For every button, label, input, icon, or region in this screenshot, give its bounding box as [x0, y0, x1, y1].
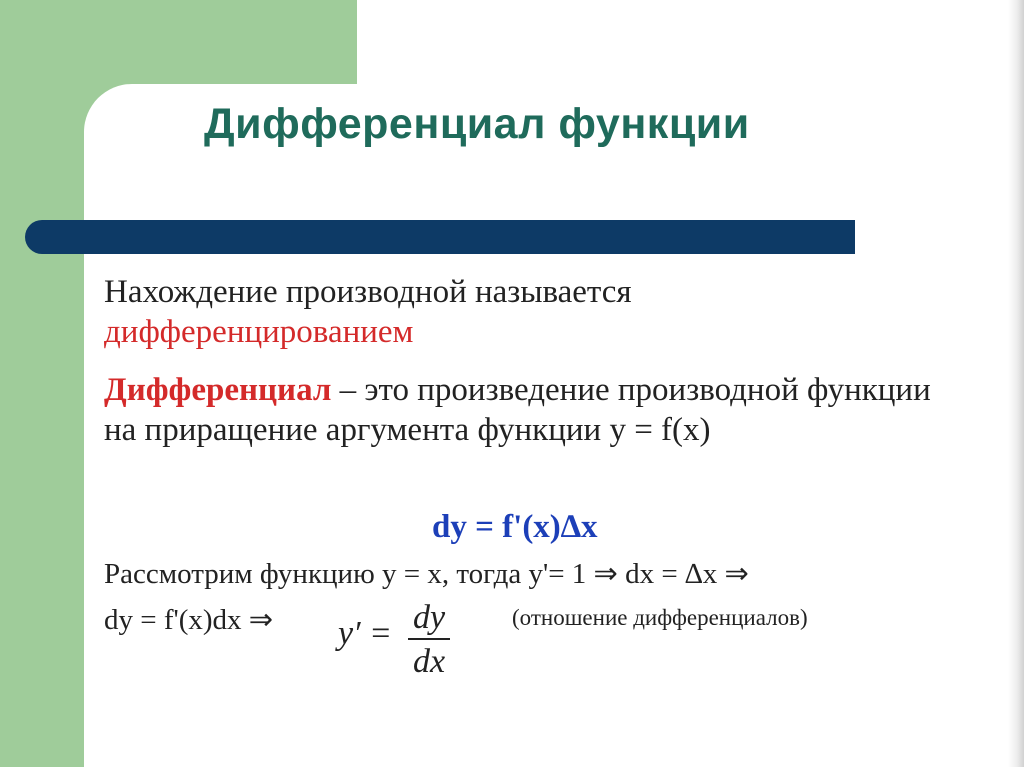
slide-title: Дифференциал функции	[204, 100, 750, 148]
highlight-term-differentiation: дифференцированием	[104, 314, 414, 350]
derivative-lhs: y′ =	[338, 615, 392, 652]
consider-function-line: Рассмотрим функцию y = x, тогда y'= 1 ⇒ dx = ∆x ⇒	[104, 558, 749, 590]
right-edge-shadow	[1008, 0, 1024, 767]
derivative-fraction	[408, 600, 450, 680]
fraction-numerator: dy	[412, 599, 446, 636]
fraction-denominator: dx	[412, 643, 446, 680]
paragraph-definition	[104, 370, 964, 450]
main-formula: dy = f'(x)∆x	[432, 509, 598, 545]
fraction-bar	[408, 638, 450, 640]
paragraph-differentiation	[104, 272, 964, 352]
highlight-term-differential: Дифференциал	[104, 372, 332, 408]
definition-text: – это произведение производной функции на приращение аргумента функции y = f(x)	[104, 372, 931, 448]
dy-equation-line: dy = f'(x)dx ⇒	[104, 604, 274, 636]
paragraph-text: Нахождение производной называется	[104, 274, 632, 310]
title-underline-bar	[25, 220, 855, 254]
ratio-note: (отношение дифференциалов)	[512, 605, 808, 630]
